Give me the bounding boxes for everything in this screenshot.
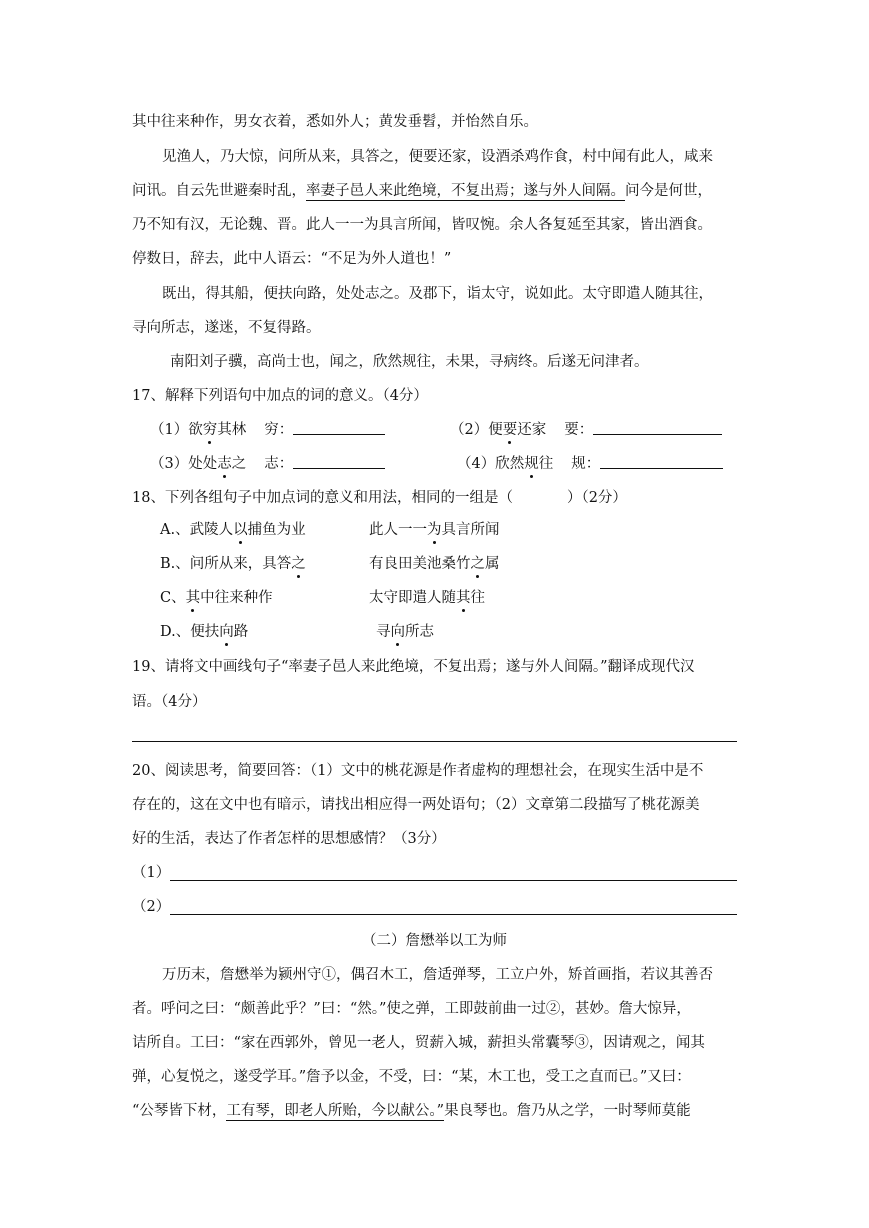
question-17-stem: 17、解释下列语句中加点的词的意义。（4分） xyxy=(132,388,428,404)
text: （2）便 xyxy=(450,422,503,438)
section-title: （二）詹懋举以工为师 xyxy=(362,933,507,949)
answer-line[interactable] xyxy=(170,914,737,915)
passage-line: 其中往来种作，男女衣着，悉如外人；黄发垂髫，并怡然自乐。 xyxy=(132,114,538,130)
q17-item-4 xyxy=(457,454,723,474)
dotted-word: 其 xyxy=(456,590,471,606)
question-19-stem: 语。（4分） xyxy=(132,694,207,710)
text: ）（2分） xyxy=(566,490,627,506)
option-c-right xyxy=(369,588,485,608)
text: 太守即遣人随 xyxy=(369,590,456,606)
option-label: C、 xyxy=(160,590,186,606)
passage-line: 者。呼问之曰：“颇善此乎？”曰：“然。”使之弹，工即鼓前曲一过②，甚妙。詹大惊异， xyxy=(132,1001,691,1017)
answer-blank[interactable] xyxy=(513,489,567,503)
text: 志： xyxy=(264,456,294,472)
option-a-left xyxy=(160,520,306,540)
passage-line: 弹，心复悦之，遂受学耳。”詹予以金，不受，曰：“某，木工也，受工之直而已。”又曰： xyxy=(132,1069,691,1085)
text: 此人一一 xyxy=(369,522,427,538)
text: “公琴皆下材， xyxy=(132,1103,227,1119)
option-b-right xyxy=(369,554,500,574)
text: 要： xyxy=(564,422,594,438)
dotted-word: 志 xyxy=(217,456,232,472)
q17-item-1 xyxy=(150,420,385,440)
dotted-word: 要 xyxy=(502,422,518,438)
answer-label: （2） xyxy=(132,899,171,915)
q17-item-2 xyxy=(450,420,722,440)
text: 所志 xyxy=(405,624,434,640)
passage-line xyxy=(132,181,712,201)
text: 问今是何世， xyxy=(625,183,712,199)
answer-label: （1） xyxy=(132,865,171,881)
text: 具言所闻 xyxy=(441,522,500,538)
dotted-word: 其 xyxy=(185,590,201,606)
passage-line: 南阳刘子骥，高尚士也，闻之，欣然规往，未果，寻病终。后遂无问津者。 xyxy=(170,354,649,370)
option-label: D.、 xyxy=(160,624,191,640)
passage-line: 万历末，詹懋举为颍州守①，偶召木工，詹适弹琴，工立户外，矫首画指，若议其善否 xyxy=(162,967,713,983)
text: 问所从来，具答 xyxy=(189,556,292,572)
dotted-word: 之 xyxy=(470,556,485,572)
answer-blank[interactable] xyxy=(600,454,723,469)
passage-line: 见渔人，乃大惊，问所从来，具答之，便要还家，设酒杀鸡作食，村中闻有此人，咸来 xyxy=(162,149,713,165)
text: 18、下列各组句子中加点词的意义和用法，相同的一组是（ xyxy=(132,490,513,506)
option-b-left xyxy=(160,554,306,574)
passage-line: 既出，得其船，便扶向路，处处志之。及郡下，诣太守，说如此。太守即遣人随其往， xyxy=(162,286,713,302)
dotted-word: 向 xyxy=(390,624,405,640)
dotted-word: 穷 xyxy=(202,422,218,438)
text: 果良琴也。詹乃从之学，一时琴师莫能 xyxy=(444,1103,691,1119)
answer-blank[interactable] xyxy=(293,420,385,435)
answer-blank[interactable] xyxy=(293,454,385,469)
text: 之 xyxy=(231,456,247,472)
question-19-stem: 19、请将文中画线句子“率妻子邑人来此绝境，不复出焉；遂与外人间隔。”翻译成现代汉 xyxy=(132,659,695,675)
text: 武陵人 xyxy=(189,522,234,538)
q17-item-3 xyxy=(150,454,385,474)
text: （3）处处 xyxy=(150,456,218,472)
text: 问讯。自云先世避秦时乱， xyxy=(132,183,306,199)
text: 捕鱼为业 xyxy=(247,522,306,538)
dotted-word: 规 xyxy=(524,456,539,472)
text: 还家 xyxy=(517,422,547,438)
question-20-stem: 存在的，这在文中也有暗示，请找出相应得一两处语句；（2）文章第二段描写了桃花源美 xyxy=(132,797,700,813)
passage-line: 停数日，辞去，此中人语云：“不足为外人道也！” xyxy=(132,251,452,267)
answer-blank[interactable] xyxy=(593,420,722,435)
text: 穷： xyxy=(264,422,294,438)
text: 其林 xyxy=(217,422,247,438)
option-c-left xyxy=(160,588,273,608)
question-20-stem: 20、阅读思考，简要回答：（1）文中的桃花源是作者虚构的理想社会，在现实生活中是不 xyxy=(132,763,704,779)
passage-line: 寻向所志，遂迷，不复得路。 xyxy=(132,320,321,336)
text: 路 xyxy=(233,624,249,640)
text: 往 xyxy=(470,590,485,606)
dotted-word: 之 xyxy=(291,556,306,572)
dotted-word: 为 xyxy=(427,522,442,538)
option-d-right xyxy=(376,622,434,642)
passage-line xyxy=(132,1101,691,1121)
option-d-left xyxy=(160,622,248,642)
dotted-word: 以 xyxy=(233,522,248,538)
text: （4）欣然 xyxy=(457,456,525,472)
passage-line: 诘所自。工曰：“家在西郭外，曾见一老人，贸薪入城，薪担头常囊琴③，因请观之，闻其 xyxy=(132,1035,705,1051)
text: 便扶 xyxy=(190,624,220,640)
text: 往 xyxy=(538,456,554,472)
text: 中往来种作 xyxy=(200,590,273,606)
underlined-sentence: 工有琴，即老人所贻，今以献公。” xyxy=(226,1103,445,1119)
option-label: A.、 xyxy=(160,522,190,538)
text: 属 xyxy=(485,556,500,572)
passage-line: 乃不知有汉，无论魏、晋。此人一一为具言所闻，皆叹惋。余人各复延至其家，皆出酒食。 xyxy=(132,217,712,233)
answer-line[interactable] xyxy=(170,880,737,881)
underlined-sentence: 率妻子邑人来此绝境，不复出焉；遂与外人间隔。 xyxy=(306,183,625,199)
question-20-stem: 好的生活，表达了作者怎样的思想感情？（3分） xyxy=(132,831,446,847)
dotted-word: 向 xyxy=(219,624,234,640)
option-label: B.、 xyxy=(160,556,190,572)
option-a-right xyxy=(369,520,500,540)
question-18-stem xyxy=(132,488,627,508)
text: 规： xyxy=(571,456,601,472)
text: （1）欲 xyxy=(150,422,203,438)
text: 寻 xyxy=(376,624,391,640)
answer-line[interactable] xyxy=(132,741,737,742)
text: 有良田美池桑竹 xyxy=(369,556,471,572)
